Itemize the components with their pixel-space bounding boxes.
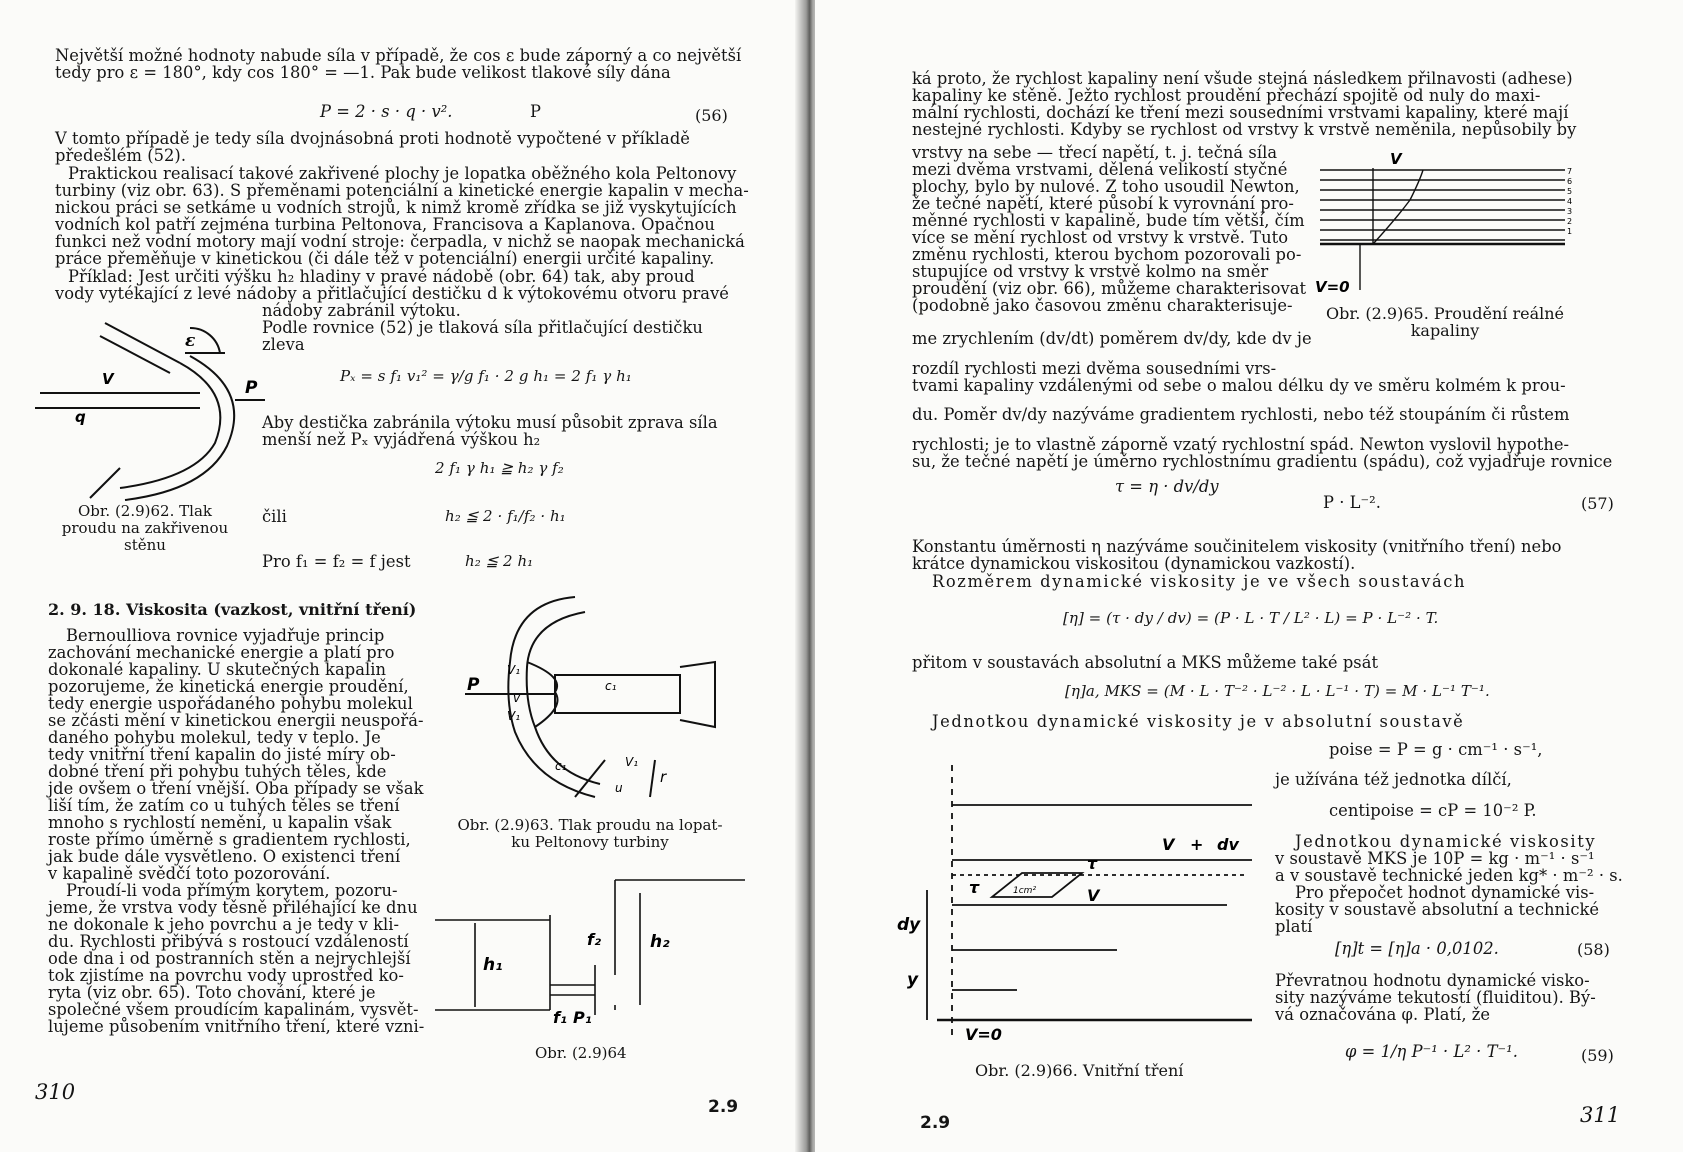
left-line: nickou práci se setkáme u vodních strojů, k nimž kromě zřídka se již vyskytujících	[55, 198, 737, 217]
right-line: rychlosti; je to vlastně záporně vzatý rychlostní spád. Newton vyslovil hypothe-	[912, 435, 1570, 454]
caption-66: Obr. (2.9)66. Vnitřní tření	[975, 1061, 1184, 1080]
left-line: turbiny (viz obr. 63). S přeměnami potenciální a kinetické energie kapalin v mecha-	[55, 181, 749, 200]
right-line: mezi dvěma vrstvami, dělená velikostí styčné	[912, 160, 1288, 179]
right-line: Pro přepočet hodnot dynamické vis-	[1295, 883, 1595, 902]
fig66-y: y	[907, 970, 919, 990]
equation-57-number: (57)	[1581, 494, 1614, 513]
right-line: Jednotkou dynamické viskosity	[1295, 832, 1597, 851]
right-line: Jednotkou dynamické viskosity je v absolutní soustavě	[932, 712, 1465, 731]
label-pro: Pro f₁ = f₂ = f jest	[262, 552, 411, 571]
right-line: ká proto, že rychlost kapaliny není všude stejná následkem přilnavosti (adhese)	[912, 69, 1573, 88]
left-column-line: Proudí-li voda přímým korytem, pozoru-	[66, 881, 398, 900]
right-line: proudění (viz obr. 66), můžeme charakterisovat	[912, 279, 1307, 298]
left-line: vody vytékající z levé nádoby a přitlačující destičku d k výtokovému otvoru pravé	[55, 284, 729, 303]
fig62-q: q	[75, 408, 86, 426]
left-column-line: du. Rychlosti přibývá s rostoucí vzdáleností	[48, 932, 409, 951]
left-column-line: zachování mechanické energie a platí pro	[48, 643, 395, 662]
left-column-line: se zčásti mění v kinetickou energii neuspořá-	[48, 711, 424, 730]
fig66-area: 1cm²	[1013, 886, 1037, 896]
caption-63-line: ku Peltonovy turbiny	[511, 833, 669, 851]
left-page	[0, 0, 800, 1152]
fig66-v0: V=0	[965, 1025, 1002, 1044]
section-heading: 2. 9. 18. Viskosita (vazkost, vnitřní tření)	[48, 600, 417, 619]
left-column-line: dokonalé kapaliny. U skutečných kapalin	[48, 660, 387, 679]
figure-62-curved-plate	[30, 318, 265, 503]
fig63-u: u	[615, 781, 623, 795]
left-column-line: jak bude dále vysvětleno. O existenci tření	[48, 847, 401, 866]
right-line: platí	[1275, 917, 1313, 936]
right-line: mální rychlosti, dochází ke tření mezi sousedními vrstvami kapaliny, které mají	[912, 103, 1569, 122]
left-column-line: liší tím, že zatím co u tuhých těles se tření	[48, 796, 400, 815]
left-line: nádoby zabránil výtoku.	[262, 301, 461, 320]
equation-poise: poise = P = g · cm⁻¹ · s⁻¹,	[1329, 740, 1543, 759]
caption-62-line: proudu na zakřivenou	[61, 519, 229, 537]
right-line: a v soustavě technické jeden kg* · m⁻² · s.	[1275, 866, 1623, 885]
right-line: Konstantu úměrnosti η nazýváme součinitelem viskosity (vnitřního tření) nebo	[912, 537, 1562, 556]
left-line: V tomto případě je tedy síla dvojnásobná proti hodnotě vypočtené v příkladě	[55, 129, 690, 148]
equation-ratio: h₂ ≦ 2 · f₁/f₂ · h₁	[445, 507, 566, 525]
left-column-line: tedy vnitřní tření kapalin do jisté míry ob-	[48, 745, 396, 764]
left-column-line: jde ovšem o tření vnější. Oba případy se však	[48, 779, 424, 798]
left-column-line: tedy energie uspořádaného pohybu molekul	[48, 694, 413, 713]
right-line: měnné rychlosti v kapalině, bude tím větší, čím	[912, 211, 1305, 230]
fig62-epsilon: ε	[185, 331, 196, 351]
right-line: změnu rychlosti, kterou bychom pozorovali po-	[912, 245, 1302, 264]
right-line: vá označována φ. Platí, že	[1275, 1005, 1491, 1024]
equation-57: τ = η · dv/dy	[1115, 477, 1219, 496]
left-column-line: ode dna i od postranních stěn a nejrychlejší	[48, 949, 411, 968]
right-page	[815, 0, 1683, 1152]
fig66-dy: dy	[897, 915, 921, 935]
left-column-line: daného pohybu molekul, tedy v teplo. Je	[48, 728, 381, 747]
figure-64-vessels	[435, 875, 745, 1040]
left-line: menší než Pₓ vyjádřená výškou h₂	[262, 430, 541, 449]
fig65-layer-6: 6	[1567, 177, 1573, 186]
left-column-line: lujeme působením vnitřního tření, které vzni-	[48, 1017, 425, 1036]
fig63-c1-bottom: c₁	[555, 759, 567, 773]
fig63-v1-exit: V₁	[625, 755, 639, 769]
caption-65-line: Obr. (2.9)65. Proudění reálné	[1326, 304, 1564, 323]
equation-px: Pₓ = s f₁ v₁² = γ/g f₁ · 2 g h₁ = 2 f₁ γ h₁	[340, 367, 632, 385]
fig62-p: P	[245, 378, 258, 398]
fig66-dv: dv	[1217, 835, 1239, 854]
figure-63-pelton-bucket	[455, 592, 740, 812]
right-line: v soustavě MKS je 10P = kg · m⁻¹ · s⁻¹	[1275, 849, 1595, 868]
fig66-v-top: V	[1162, 835, 1175, 854]
caption-65	[1315, 305, 1575, 339]
page-number-right: 311	[1580, 1103, 1621, 1127]
fig65-v0: V=0	[1315, 278, 1350, 295]
equation-57-unit: P · L⁻².	[1323, 493, 1381, 512]
fig66-tau-bottom: τ	[969, 878, 980, 897]
left-column-line: jeme, že vrstva vody těsně přiléhající ke dnu	[48, 898, 418, 917]
right-line: krátce dynamickou viskositou (dynamickou vazkostí).	[912, 554, 1356, 573]
fig64-h2: h₂	[650, 932, 670, 952]
chapter-marker-left: 2.9	[708, 1097, 739, 1117]
right-line: stupujíce od vrstvy k vrstvě kolmo na směr	[912, 262, 1269, 281]
left-line: práce přeměňuje v kinetickou (či dále též v potenciální) energii určité kapaliny.	[55, 249, 715, 268]
left-column-line: ryta (viz obr. 65). Toto chování, které je	[48, 983, 376, 1002]
left-column-line: dobné tření při pohybu tuhých těles, kde	[48, 762, 387, 781]
figure-62-lines	[35, 323, 265, 500]
page-number-left: 310	[35, 1080, 76, 1104]
caption-63-line: Obr. (2.9)63. Tlak proudu na lopat-	[457, 816, 723, 834]
fig65-layer-2: 2	[1567, 217, 1573, 226]
fig64-p1: P₁	[573, 1008, 592, 1027]
left-line: vodních kol patří zejména turbina Peltonova, Francisova a Kaplanova. Opačnou	[55, 215, 715, 234]
equation-56-unit: P	[530, 102, 542, 121]
equation-dimension: [η] = (τ · dy / dv) = (P · L · T / L² · L) = P · L⁻² · T.	[1063, 609, 1439, 627]
right-line: rozdíl rychlosti mezi dvěma sousedními vrs-	[912, 359, 1277, 378]
fig64-h1: h₁	[483, 955, 503, 975]
left-line: předešlém (52).	[55, 146, 187, 165]
equation-58-number: (58)	[1577, 940, 1610, 959]
fig66-v-lower: V	[1087, 886, 1100, 905]
left-column-line: v kapalině svědčí toto pozorování.	[48, 864, 331, 883]
fig65-layer-4: 4	[1567, 197, 1573, 206]
fig64-f1: f₁	[553, 1008, 567, 1027]
right-line: kapaliny ke stěně. Ježto rychlost proudění přechází spojitě od nuly do maxi-	[912, 86, 1541, 105]
caption-64: Obr. (2.9)64	[535, 1044, 627, 1062]
caption-62-line: stěnu	[124, 536, 166, 554]
left-line: Praktickou realisací takové zakřivené plochy je lopatka oběžného kola Peltonovy	[68, 164, 737, 183]
right-line: du. Poměr dv/dy nazýváme gradientem rychlosti, nebo též stoupáním či růstem	[912, 405, 1570, 424]
left-column-line: roste přímo úměrně s gradientem rychlosti,	[48, 830, 411, 849]
figure-66-internal-friction	[897, 765, 1262, 1060]
caption-65-line: kapaliny	[1410, 321, 1480, 340]
left-column-line: pozorujeme, že kinetická energie proudění,	[48, 677, 409, 696]
equation-mks: [η]a, MKS = (M · L · T⁻² · L⁻² · L · L⁻¹ · T) = M · L⁻¹ T⁻¹.	[1065, 682, 1490, 700]
equation-58: [η]t = [η]a · 0,0102.	[1335, 939, 1499, 958]
chapter-marker-right: 2.9	[920, 1113, 951, 1133]
right-line: tvami kapaliny vzdálenými od sebe o malou délku dy ve směru kolmém k prou-	[912, 376, 1566, 395]
fig66-tau-top: τ	[1087, 854, 1098, 873]
equation-centipoise: centipoise = cP = 10⁻² P.	[1329, 801, 1537, 820]
left-line: funkci než vodní motory mají vodní stroje: čerpadla, v nichž se naopak mechanická	[55, 232, 745, 251]
right-line: plochy, bylo by nulové. Z toho usoudil Newton,	[912, 177, 1300, 196]
caption-63	[435, 817, 745, 851]
fig66-plus: +	[1190, 835, 1204, 854]
equation-56-number: (56)	[695, 106, 728, 125]
right-line: (podobně jako časovou změnu charakterisuje-	[912, 296, 1293, 315]
figure-65-layers	[1320, 168, 1565, 290]
fig63-v1-bottom: V₁	[507, 709, 521, 723]
fig65-layer-7: 7	[1567, 167, 1573, 176]
right-line: nestejné rychlosti. Kdyby se rychlost od vrstvy k vrstvě neměnila, nepůsobily by	[912, 120, 1577, 139]
equation-final: h₂ ≦ 2 h₁	[465, 552, 534, 570]
left-line: Aby destička zabránila výtoku musí působit zprava síla	[262, 413, 718, 432]
right-line: přitom v soustavách absolutní a MKS můžeme také psát	[912, 653, 1379, 672]
right-line: že tečné napětí, které působí k vyrovnání pro-	[912, 194, 1294, 213]
fig62-v: V	[102, 370, 114, 388]
fig65-layer-1: 1	[1567, 227, 1573, 236]
left-column-line: mnoho s rychlostí nemění, u kapalin však	[48, 813, 392, 832]
fig63-c1: c₁	[605, 679, 617, 693]
right-line: kosity v soustavě absolutní a technické	[1275, 900, 1600, 919]
fig65-layer-5: 5	[1567, 187, 1573, 196]
equation-56: P = 2 · s · q · v².	[320, 102, 453, 121]
fig63-p: P	[467, 675, 480, 695]
left-line: tedy pro ε = 180°, kdy cos 180° = —1. Pak bude velikost tlakové síly dána	[55, 63, 671, 82]
fig65-v: V	[1390, 150, 1402, 168]
fig63-v1-top: V₁	[507, 663, 521, 677]
right-line: Rozměrem dynamické viskosity je ve všech soustavách	[932, 572, 1467, 591]
left-column-line: ne dokonale k jeho povrchu a je tedy v kli-	[48, 915, 400, 934]
left-column-line: Bernoulliova rovnice vyjadřuje princip	[66, 626, 385, 645]
right-line: více se mění rychlost od vrstvy k vrstvě. Tuto	[912, 228, 1289, 247]
left-line-example: Příklad: Jest určiti výšku h₂ hladiny v pravé nádobě (obr. 64) tak, aby proud	[68, 267, 695, 286]
figure-65-velocity-profile	[1315, 150, 1580, 295]
equation-59-number: (59)	[1581, 1046, 1614, 1065]
left-column-line: tok zjistíme na povrchu vody uprostřed ko-	[48, 966, 404, 985]
right-line: je užívána též jednotka dílčí,	[1275, 770, 1512, 789]
right-line: Převratnou hodnotu dynamické visko-	[1275, 971, 1590, 990]
fig64-f2: f₂	[587, 930, 601, 949]
left-line: Největší možné hodnoty nabude síla v případě, že cos ε bude záporný a co největší	[55, 46, 742, 65]
fig65-layer-3: 3	[1567, 207, 1573, 216]
right-line: me zrychlením (dv/dt) poměrem dv/dy, kde dv je	[912, 329, 1312, 348]
equation-59: φ = 1/η P⁻¹ · L² · T⁻¹.	[1345, 1042, 1518, 1061]
right-line: su, že tečné napětí je úměrno rychlostnímu gradientu (spádu), což vyjadřuje rovnice	[912, 452, 1613, 471]
left-line: Podle rovnice (52) je tlaková síla přitlačující destičku	[262, 318, 703, 337]
fig63-v: v	[513, 691, 521, 705]
figure-63-lines	[465, 597, 715, 797]
right-line: sity nazýváme tekutostí (fluiditou). Bý-	[1275, 988, 1596, 1007]
left-line: zleva	[262, 335, 305, 354]
fig63-r: r	[660, 768, 667, 786]
label-cili: čili	[262, 507, 287, 526]
right-line: vrstvy na sebe — třecí napětí, t. j. tečná síla	[912, 143, 1278, 162]
left-column-line: společné všem proudícím kapalinám, vysvět-	[48, 1000, 419, 1019]
caption-62-line: Obr. (2.9)62. Tlak	[78, 502, 212, 520]
caption-62	[40, 503, 250, 554]
equation-inequality: 2 f₁ γ h₁ ≧ h₂ γ f₂	[435, 459, 564, 477]
